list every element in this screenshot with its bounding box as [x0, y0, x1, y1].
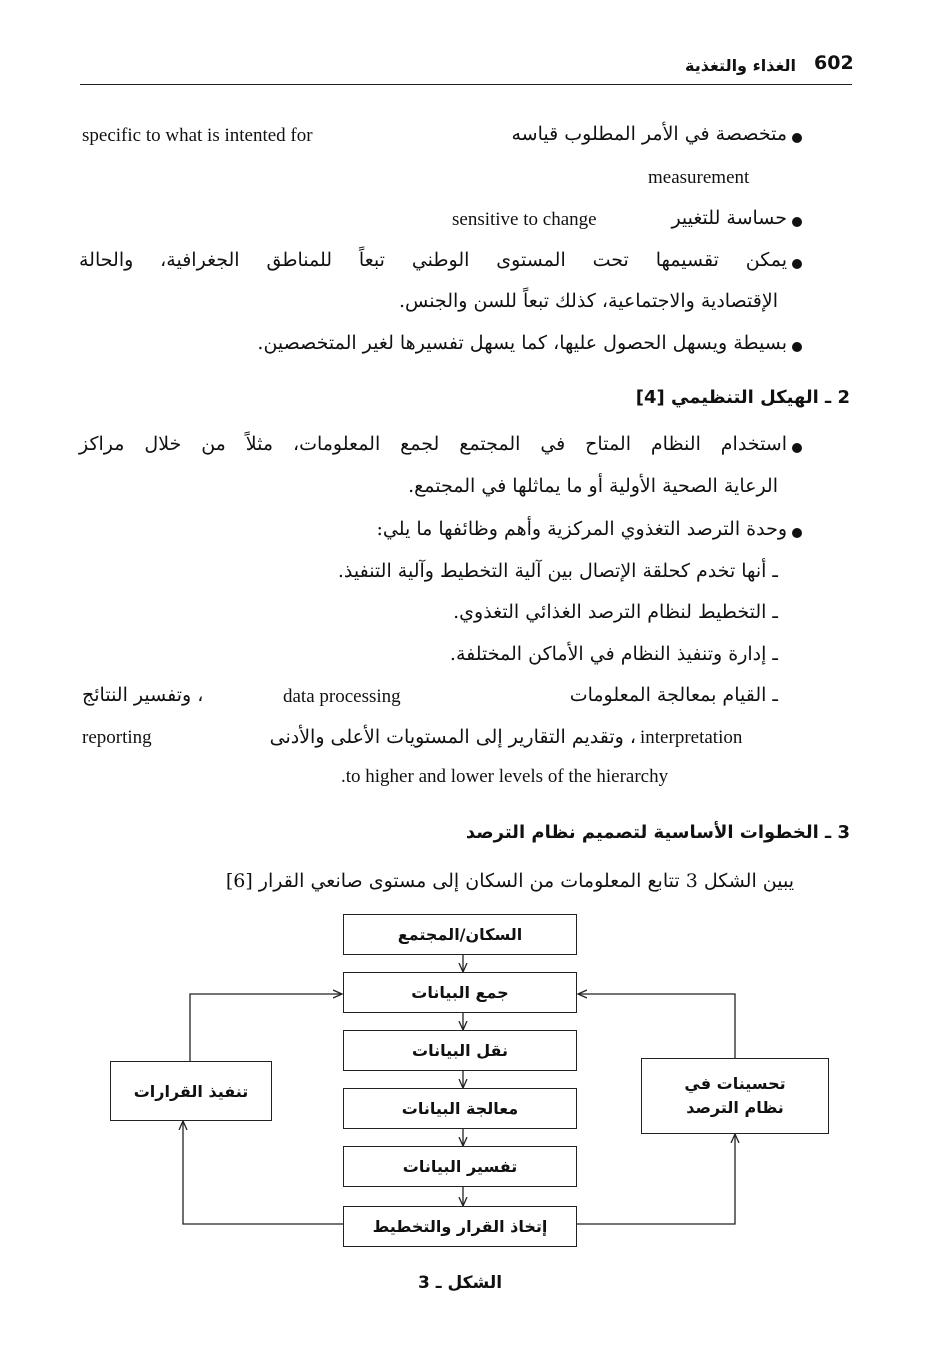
arrow-implementation-to-collection	[190, 994, 342, 1061]
box-improvements-line2: نظام الترصد	[686, 1098, 784, 1117]
function-liaison: ـ أنها تخدم كحلقة الإتصال بين آلية التخطيط وآلية التنفيذ.	[337, 560, 778, 582]
bullet-simple: بسيطة ويسهل الحصول عليها، كما يسهل تفسيرها لغير المتخصصين.	[257, 332, 787, 354]
bullet-existing-system-line2: الرعاية الصحية الأولية أو ما يماثلها في المجتمع.	[408, 475, 778, 497]
box-population: السكان/المجتمع	[343, 914, 577, 955]
box-data-interpretation: تفسير البيانات	[343, 1146, 577, 1187]
bullet-sensitive-english: sensitive to change	[452, 209, 597, 230]
arrow-improvements-to-collection	[578, 994, 735, 1058]
bullet-existing-system-line1: استخدام النظام المتاح في المجتمع لجمع المعلومات، مثلاً من خلال مراكز	[79, 433, 787, 455]
bullet-divisible-line1: يمكن تقسيمها تحت المستوى الوطني تبعاً للمناطق الجغرافية، والحالة	[79, 249, 787, 271]
function-processing-arabic-b: ، وتفسير النتائج	[82, 684, 204, 706]
function-management: ـ إدارة وتنفيذ النظام في الأماكن المختلفة.	[449, 643, 778, 665]
box-improvements	[641, 1058, 829, 1134]
function-processing-english-a: data processing	[283, 686, 401, 707]
box-implement-decisions: تنفيذ القرارات	[110, 1061, 272, 1121]
section-heading-structure: 2 ـ الهيكل التنظيمي [4]	[635, 387, 850, 408]
bullet-specific-arabic: متخصصة في الأمر المطلوب قياسه	[511, 123, 787, 145]
bullet-divisible-line2: الإقتصادية والاجتماعية، كذلك تبعاً للسن والجنس.	[398, 290, 778, 312]
bullet-central-unit: وحدة الترصد التغذوي المركزية وأهم وظائفها ما يلي:	[376, 518, 787, 540]
figure-caption: الشكل ـ 3	[418, 1273, 503, 1293]
box-data-collection: جمع البيانات	[343, 972, 577, 1013]
box-improvements-line1: تحسينات في	[684, 1074, 786, 1093]
book-title: الغذاء والتغذية	[685, 56, 796, 75]
function-planning: ـ التخطيط لنظام الترصد الغذائي التغذوي.	[453, 601, 778, 623]
box-data-transfer: نقل البيانات	[343, 1030, 577, 1071]
function-processing-english-b: interpretation	[640, 727, 743, 748]
function-processing-english-d: .to higher and lower levels of the hierarchy	[341, 766, 669, 787]
function-processing-arabic-c: ، وتقديم التقارير إلى المستويات الأعلى والأدنى	[269, 726, 636, 748]
bullet-specific-english-cont: measurement	[648, 167, 750, 188]
box-data-processing: معالجة البيانات	[343, 1088, 577, 1129]
bullet-sensitive-arabic: حساسة للتغيير	[671, 207, 787, 229]
box-decision-planning: إتخاذ القرار والتخطيط	[343, 1206, 577, 1247]
function-processing-arabic-a: ـ القيام بمعالجة المعلومات	[569, 684, 778, 706]
function-processing-english-c: reporting	[82, 727, 152, 748]
section-heading-steps: 3 ـ الخطوات الأساسية لتصميم نظام الترصد	[465, 822, 850, 843]
figure-intro-text: يبين الشكل 3 تتابع المعلومات من السكان إلى مستوى صانعي القرار [6]	[225, 870, 794, 892]
arrow-decision-to-implementation	[183, 1121, 343, 1224]
page-number: 602	[814, 52, 854, 74]
arrow-decision-to-improvements	[577, 1134, 735, 1224]
bullet-specific-english: specific to what is intented for	[82, 125, 313, 146]
